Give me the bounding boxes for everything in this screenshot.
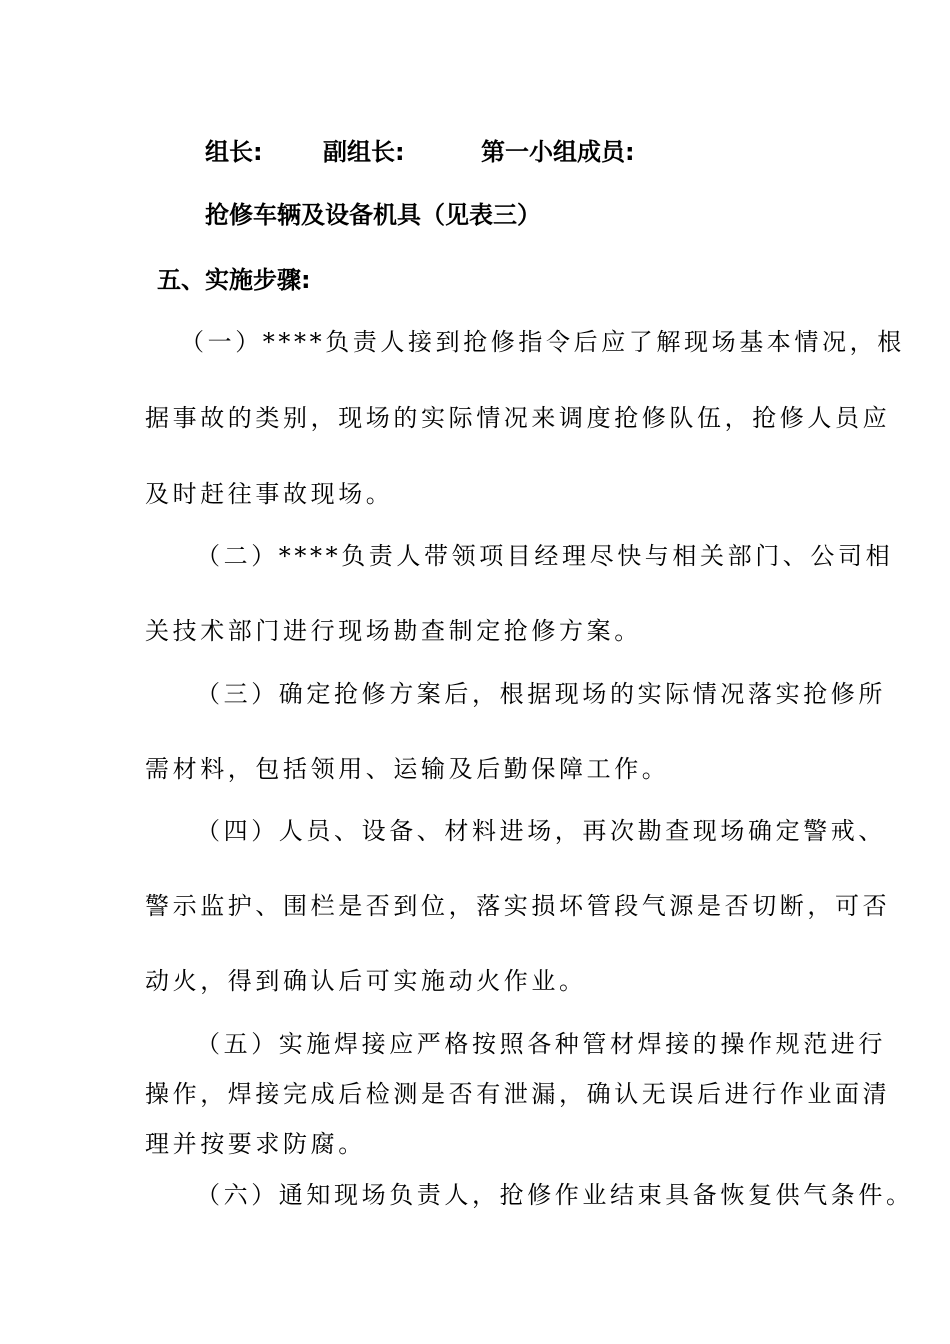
step-3-line-1: （三）确定抢修方案后，根据现场的实际情况落实抢修所	[196, 680, 886, 708]
step-4-line-2: 警示监护、围栏是否到位，落实损坏管段气源是否切断，可否	[145, 892, 891, 920]
step-1-line-1: （一）****负责人接到抢修指令后应了解现场基本情况，根	[180, 328, 905, 356]
step-4-line-1: （四）人员、设备、材料进场，再次勘查现场确定警戒、	[196, 817, 886, 845]
deputy-leader-label: 副组长:	[323, 138, 405, 166]
leader-label: 组长:	[205, 138, 263, 166]
step-5-line-2: 操作，焊接完成后检测是否有泄漏，确认无误后进行作业面清	[145, 1080, 891, 1108]
step-5-line-1: （五）实施焊接应严格按照各种管材焊接的操作规范进行	[196, 1030, 886, 1058]
equipment-line: 抢修车辆及设备机具（见表三）	[205, 201, 541, 229]
step-2-line-1: （二）****负责人带领项目经理尽快与相关部门、公司相	[196, 542, 894, 570]
step-2-line-2: 关技术部门进行现场勘查制定抢修方案。	[145, 617, 642, 645]
step-1-line-3: 及时赶往事故现场。	[145, 480, 394, 508]
step-5-line-3: 理并按要求防腐。	[145, 1130, 366, 1158]
step-4-line-3: 动火，得到确认后可实施动火作业。	[145, 967, 587, 995]
step-3-line-2: 需材料，包括领用、运输及后勤保障工作。	[145, 755, 670, 783]
step-1-line-2: 据事故的类别，现场的实际情况来调度抢修队伍，抢修人员应	[145, 404, 891, 432]
step-6-line-1: （六）通知现场负责人，抢修作业结束具备恢复供气条件。	[196, 1181, 914, 1209]
section-heading: 五、实施步骤:	[157, 266, 311, 294]
group1-members-label: 第一小组成员:	[481, 138, 635, 166]
